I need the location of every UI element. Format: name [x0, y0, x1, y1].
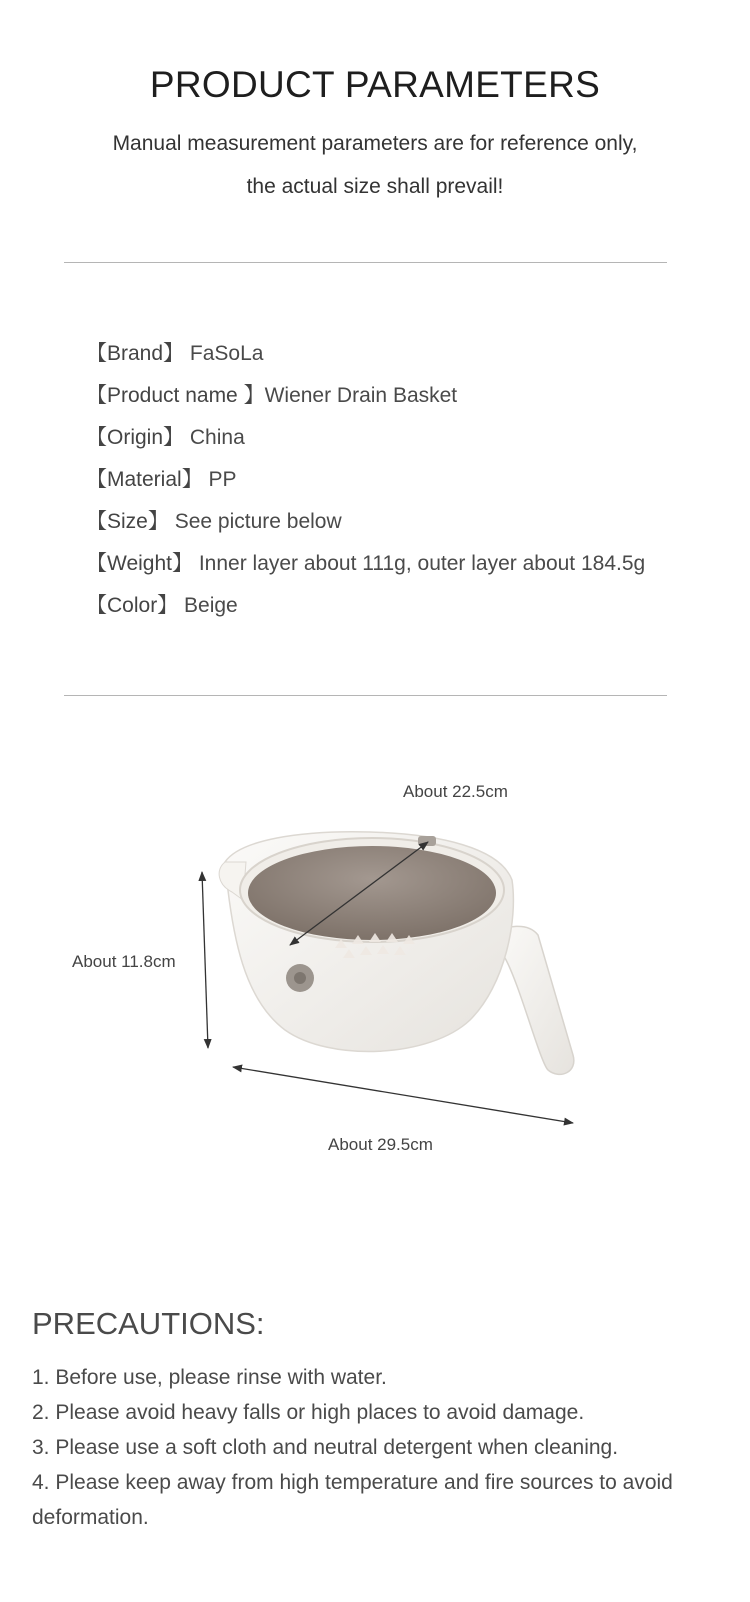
length-label: About 29.5cm	[328, 1135, 433, 1154]
precautions-list	[32, 1360, 722, 1535]
height-arrow	[202, 872, 208, 1048]
diameter-label: About 22.5cm	[403, 782, 508, 801]
precaution-item: 2. Please avoid heavy falls or high places to avoid damage.	[32, 1401, 585, 1424]
param-color: 【Color】 Beige	[86, 594, 238, 617]
height-label: About 11.8cm	[72, 952, 176, 971]
param-brand: 【Brand】 FaSoLa	[86, 342, 264, 365]
param-product-name: 【Product name 】Wiener Drain Basket	[86, 384, 458, 407]
precaution-item: 4. Please keep away from high temperature and fire sources to avoid deformation.	[32, 1471, 673, 1529]
page-title: PRODUCT PARAMETERS	[149, 64, 601, 105]
precaution-item: 3. Please use a soft cloth and neutral detergent when cleaning.	[32, 1436, 619, 1459]
param-size: 【Size】 See picture below	[86, 510, 342, 533]
precaution-item: 1. Before use, please rinse with water.	[32, 1366, 387, 1389]
param-origin: 【Origin】 China	[86, 426, 245, 449]
param-weight: 【Weight】 Inner layer about 111g, outer layer about 184.5g	[86, 552, 646, 575]
bowl-clip-top	[418, 836, 436, 846]
param-material: 【Material】 PP	[86, 468, 237, 491]
length-arrow	[233, 1067, 573, 1123]
page-subtitle: Manual measurement parameters are for reference only, the actual size shall prevail!	[112, 132, 638, 198]
inner-basket	[248, 846, 496, 940]
precautions-title: PRECAUTIONS:	[32, 1306, 265, 1341]
